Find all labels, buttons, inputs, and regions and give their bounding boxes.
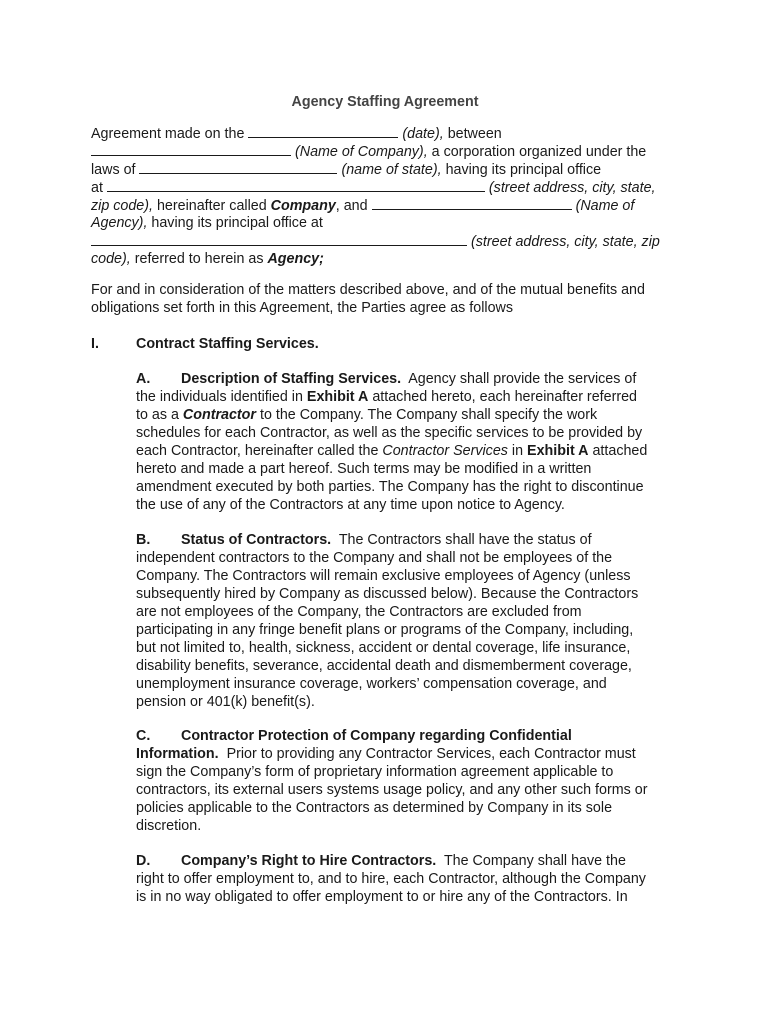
subsection-b-line: are not employees of the Company, the Contractors are excluded from bbox=[136, 604, 582, 620]
section-title: Contract Staffing Services. bbox=[136, 336, 319, 352]
subsection-d-letter: D. bbox=[136, 853, 151, 869]
subsection-c-line: discretion. bbox=[136, 818, 202, 834]
date-blank bbox=[248, 124, 398, 138]
agency-address-blank bbox=[91, 232, 467, 246]
subsection-c-line-2: Information. Prior to providing any Contractor Services, each Contractor must bbox=[136, 746, 636, 762]
subsection-c-heading: Contractor Protection of Company regarding Confidential bbox=[181, 728, 572, 744]
subsection-b-line: subsequently hired by Company as discussed below). Because the Contractors bbox=[136, 586, 639, 602]
subsection-a-heading: Description of Staffing Services. bbox=[181, 371, 402, 387]
subsection-b-heading: Status of Contractors. bbox=[181, 532, 332, 548]
subsection-a-letter: A. bbox=[136, 371, 151, 387]
subsection-a-line-2: the individuals identified in Exhibit A attached hereto, each hereinafter referred bbox=[136, 389, 637, 405]
consideration-line-2: obligations set forth in this Agreement, the Parties agree as follows bbox=[91, 300, 513, 316]
consideration-line-1: For and in consideration of the matters described above, and of the mutual benefits and bbox=[91, 282, 645, 298]
preamble-line-3: laws of (name of state), having its principal office bbox=[91, 162, 602, 178]
preamble-line-4: at (street address, city, state, bbox=[91, 180, 656, 196]
subsection-b-line: but not limited to, health, sickness, accident or dental coverage, life insurance, bbox=[136, 640, 631, 656]
subsection-b-line: Company. The Contractors will remain exclusive employees of Agency (unless bbox=[136, 568, 631, 584]
subsection-c-letter: C. bbox=[136, 728, 151, 744]
subsection-c-line-1 bbox=[136, 727, 572, 745]
subsection-d-line-1: D. Company’s Right to Hire Contractors. The Company shall have the bbox=[136, 853, 626, 869]
subsection-b-line: disability benefits, severance, accidental death and dismemberment coverage, bbox=[136, 658, 632, 674]
preamble-line-6: Agency), having its principal office at bbox=[91, 215, 323, 231]
document-title: Agency Staffing Agreement bbox=[291, 94, 479, 110]
subsection-b-line: independent contractors to the Company and shall not be employees of the bbox=[136, 550, 613, 566]
subsection-b-letter: B. bbox=[136, 532, 151, 548]
preamble-line-5: zip code), hereinafter called Company, and (Name of bbox=[91, 198, 635, 214]
subsection-a-line-3: to as a Contractor to the Company. The Company shall specify the work bbox=[136, 407, 598, 423]
subsection-c-line: policies applicable to the Contractors as determined by Company in its sole bbox=[136, 800, 613, 816]
subsection-d-line: right to offer employment to, and to hire, each Contractor, although the Company bbox=[136, 871, 646, 887]
section-number: I. bbox=[91, 336, 99, 352]
subsection-a-line-7: amendment executed by both parties. The Company has the right to discontinue bbox=[136, 479, 644, 495]
subsection-b-line: pension or 401(k) benefit(s). bbox=[136, 694, 315, 710]
subsection-c-line: contractors, its external users systems usage policy, and any other such forms or bbox=[136, 782, 648, 798]
preamble-line-1: Agreement made on the (date), between bbox=[91, 126, 502, 142]
company-address-blank bbox=[107, 178, 485, 192]
preamble-line-8: code), referred to herein as Agency; bbox=[91, 251, 324, 267]
subsection-b-line: unemployment insurance coverage, workers’ compensation coverage, and bbox=[136, 676, 607, 692]
subsection-d-line: is in no way obligated to offer employment to or hire any of the Contractors. In bbox=[136, 889, 628, 905]
subsection-b-line: participating in any fringe benefit plans or programs of the Company, including, bbox=[136, 622, 634, 638]
company-name-blank bbox=[91, 142, 291, 156]
preamble-line-7: (street address, city, state, zip bbox=[91, 232, 660, 251]
state-blank bbox=[139, 160, 337, 174]
preamble-line-2: (Name of Company), a corporation organized under the bbox=[91, 142, 646, 161]
subsection-c-line: sign the Company’s form of proprietary information agreement applicable to bbox=[136, 764, 614, 780]
subsection-d-heading: Company’s Right to Hire Contractors. bbox=[181, 853, 437, 869]
agency-name-blank bbox=[372, 196, 572, 210]
subsection-a-line-6: hereto and made a part hereof. Such terms may be modified in a written bbox=[136, 461, 592, 477]
subsection-a-line-8: the use of any of the Contractors at any time upon notice to Agency. bbox=[136, 497, 565, 513]
subsection-a-line-4: schedules for each Contractor, as well as the specific services to be provided by bbox=[136, 425, 643, 441]
subsection-a-line-1: A. Description of Staffing Services. Agency shall provide the services of bbox=[136, 371, 637, 387]
subsection-a-line-5: each Contractor, hereinafter called the Contractor Services in Exhibit A attached bbox=[136, 443, 648, 459]
subsection-b-line-1: B. Status of Contractors. The Contractors shall have the status of bbox=[136, 532, 592, 548]
